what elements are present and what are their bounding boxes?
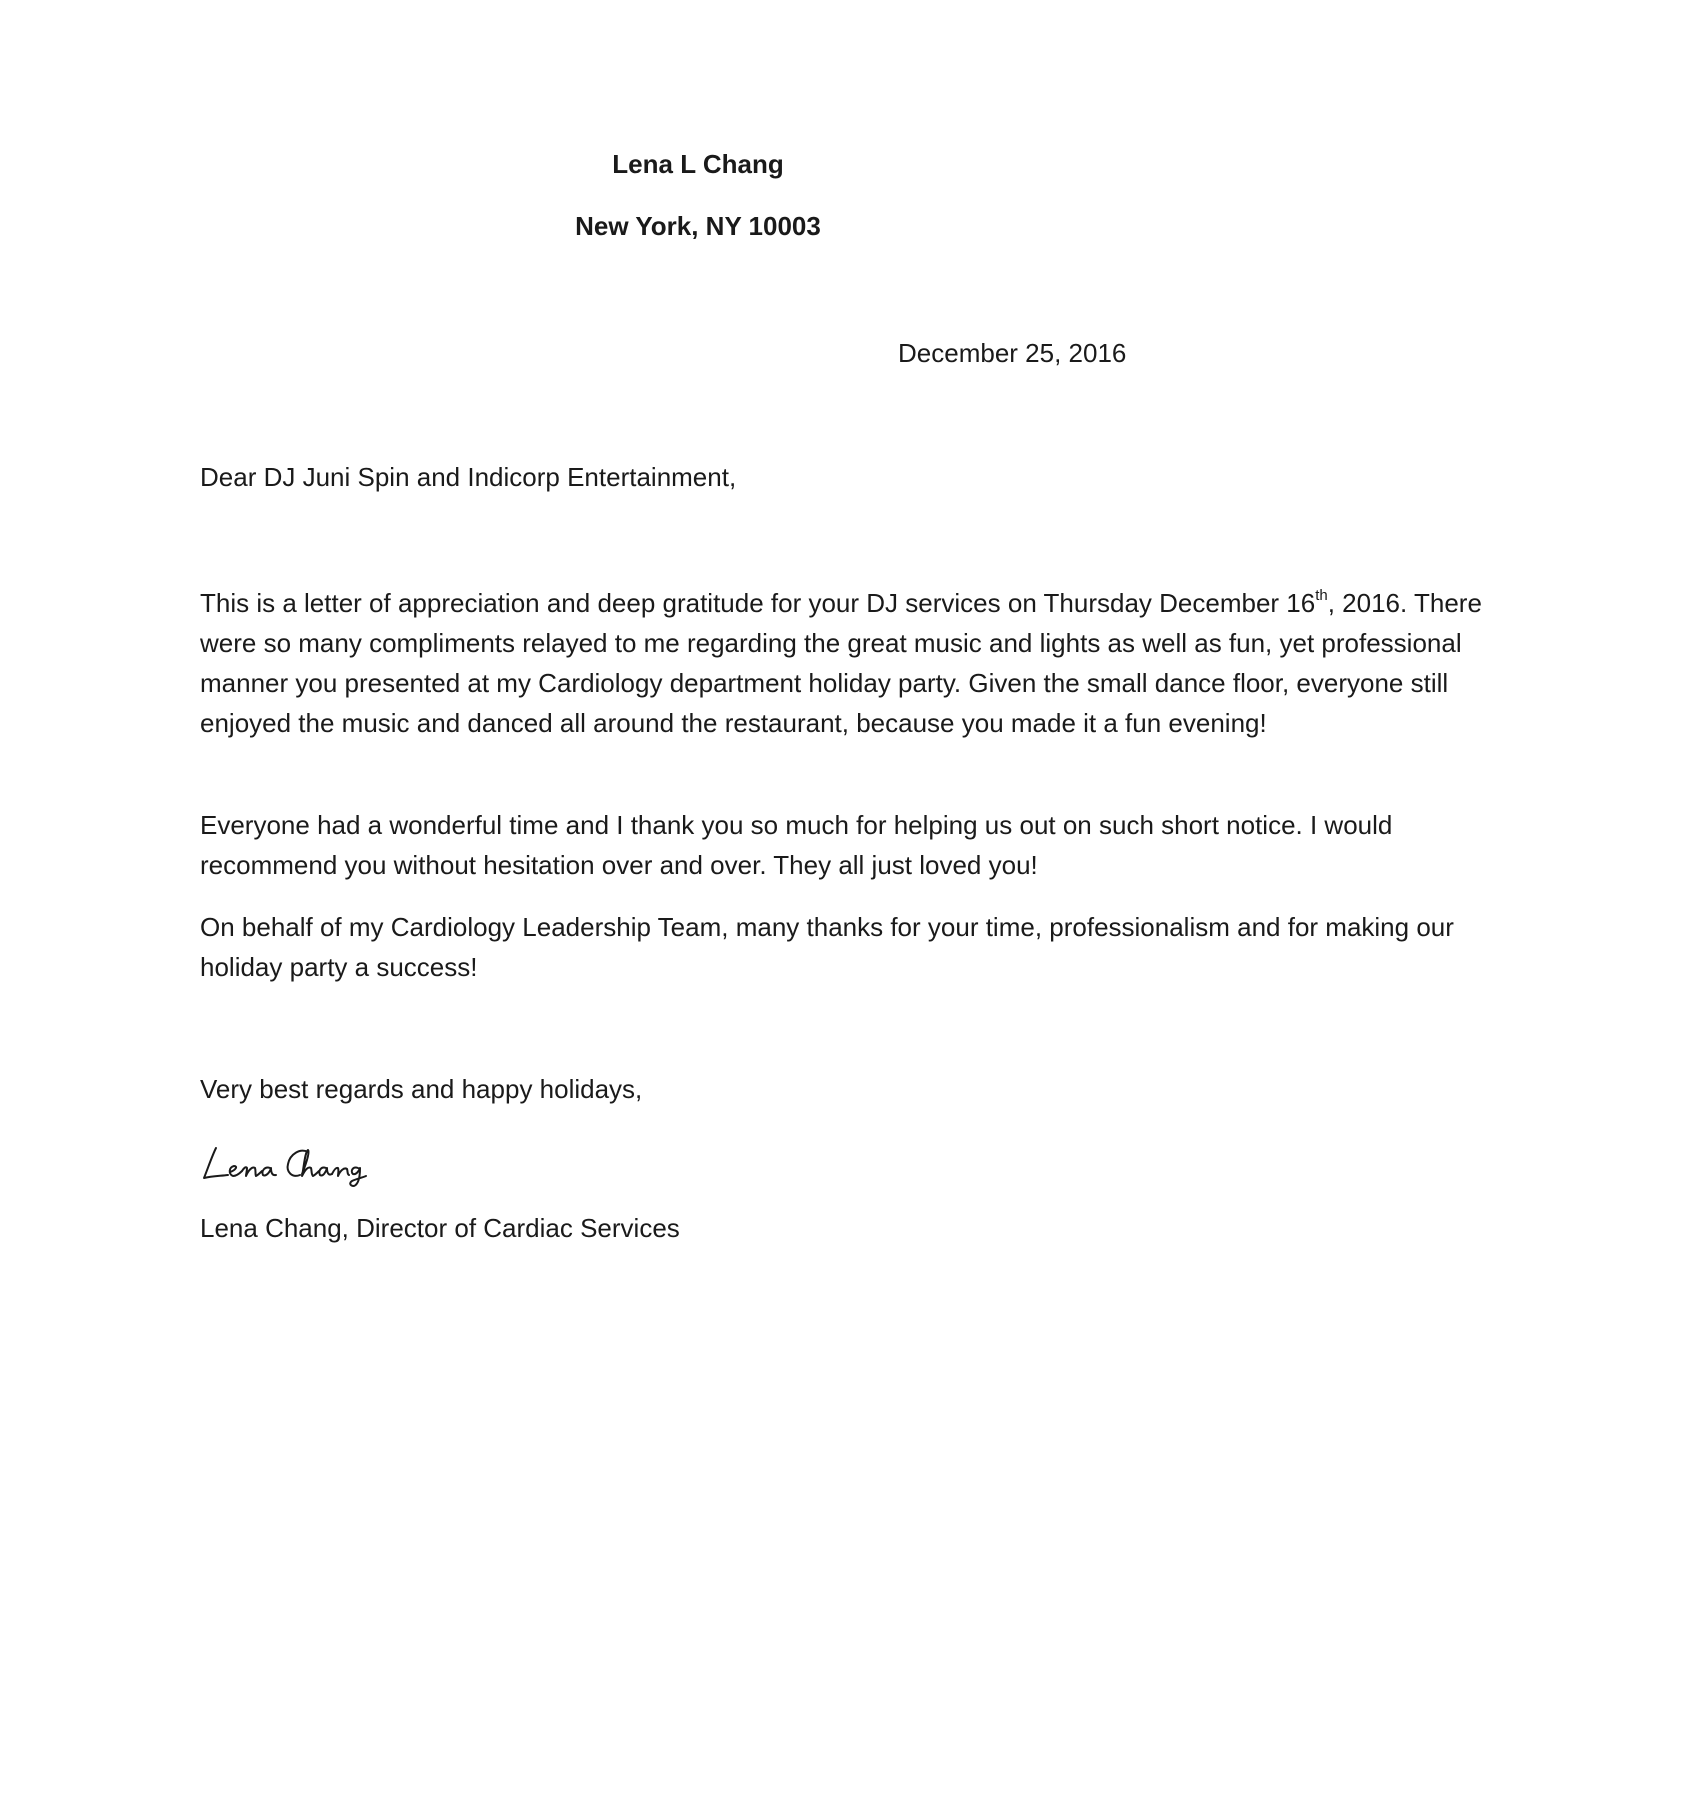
ordinal-suffix: th (1315, 587, 1328, 605)
letterhead-name: Lena L Chang (612, 149, 784, 179)
signer-name-title: Lena Chang, Director of Cardiac Services (200, 1213, 680, 1243)
handwritten-signature (198, 1138, 378, 1188)
paragraph-1-rest: , 2016. There were so many compliments relayed to me regarding the great music and lights as well as fun, yet professional manner you presented at my Cardiology department holiday party. Given the small dance floor, everyone still enjoyed the music and danced all around the restaurant, because you made it a fun evening! (200, 588, 1482, 738)
salutation: Dear DJ Juni Spin and Indicorp Entertainment, (200, 462, 737, 492)
paragraph-2: Everyone had a wonderful time and I thank you so much for helping us out on such short notice. I would recommend you without hesitation over and over. They all just loved you! (200, 810, 1393, 880)
paragraph-3: On behalf of my Cardiology Leadership Team, many thanks for your time, professionalism and for making our holiday party a success! (200, 912, 1454, 982)
letter-date: December 25, 2016 (898, 338, 1127, 368)
paragraph-1-start: This is a letter of appreciation and deep gratitude for your DJ services on Thursday December 16 (200, 588, 1316, 618)
paragraph-1 (200, 583, 1530, 743)
closing-line: Very best regards and happy holidays, (200, 1074, 643, 1104)
letterhead-city: New York, NY 10003 (575, 211, 821, 241)
